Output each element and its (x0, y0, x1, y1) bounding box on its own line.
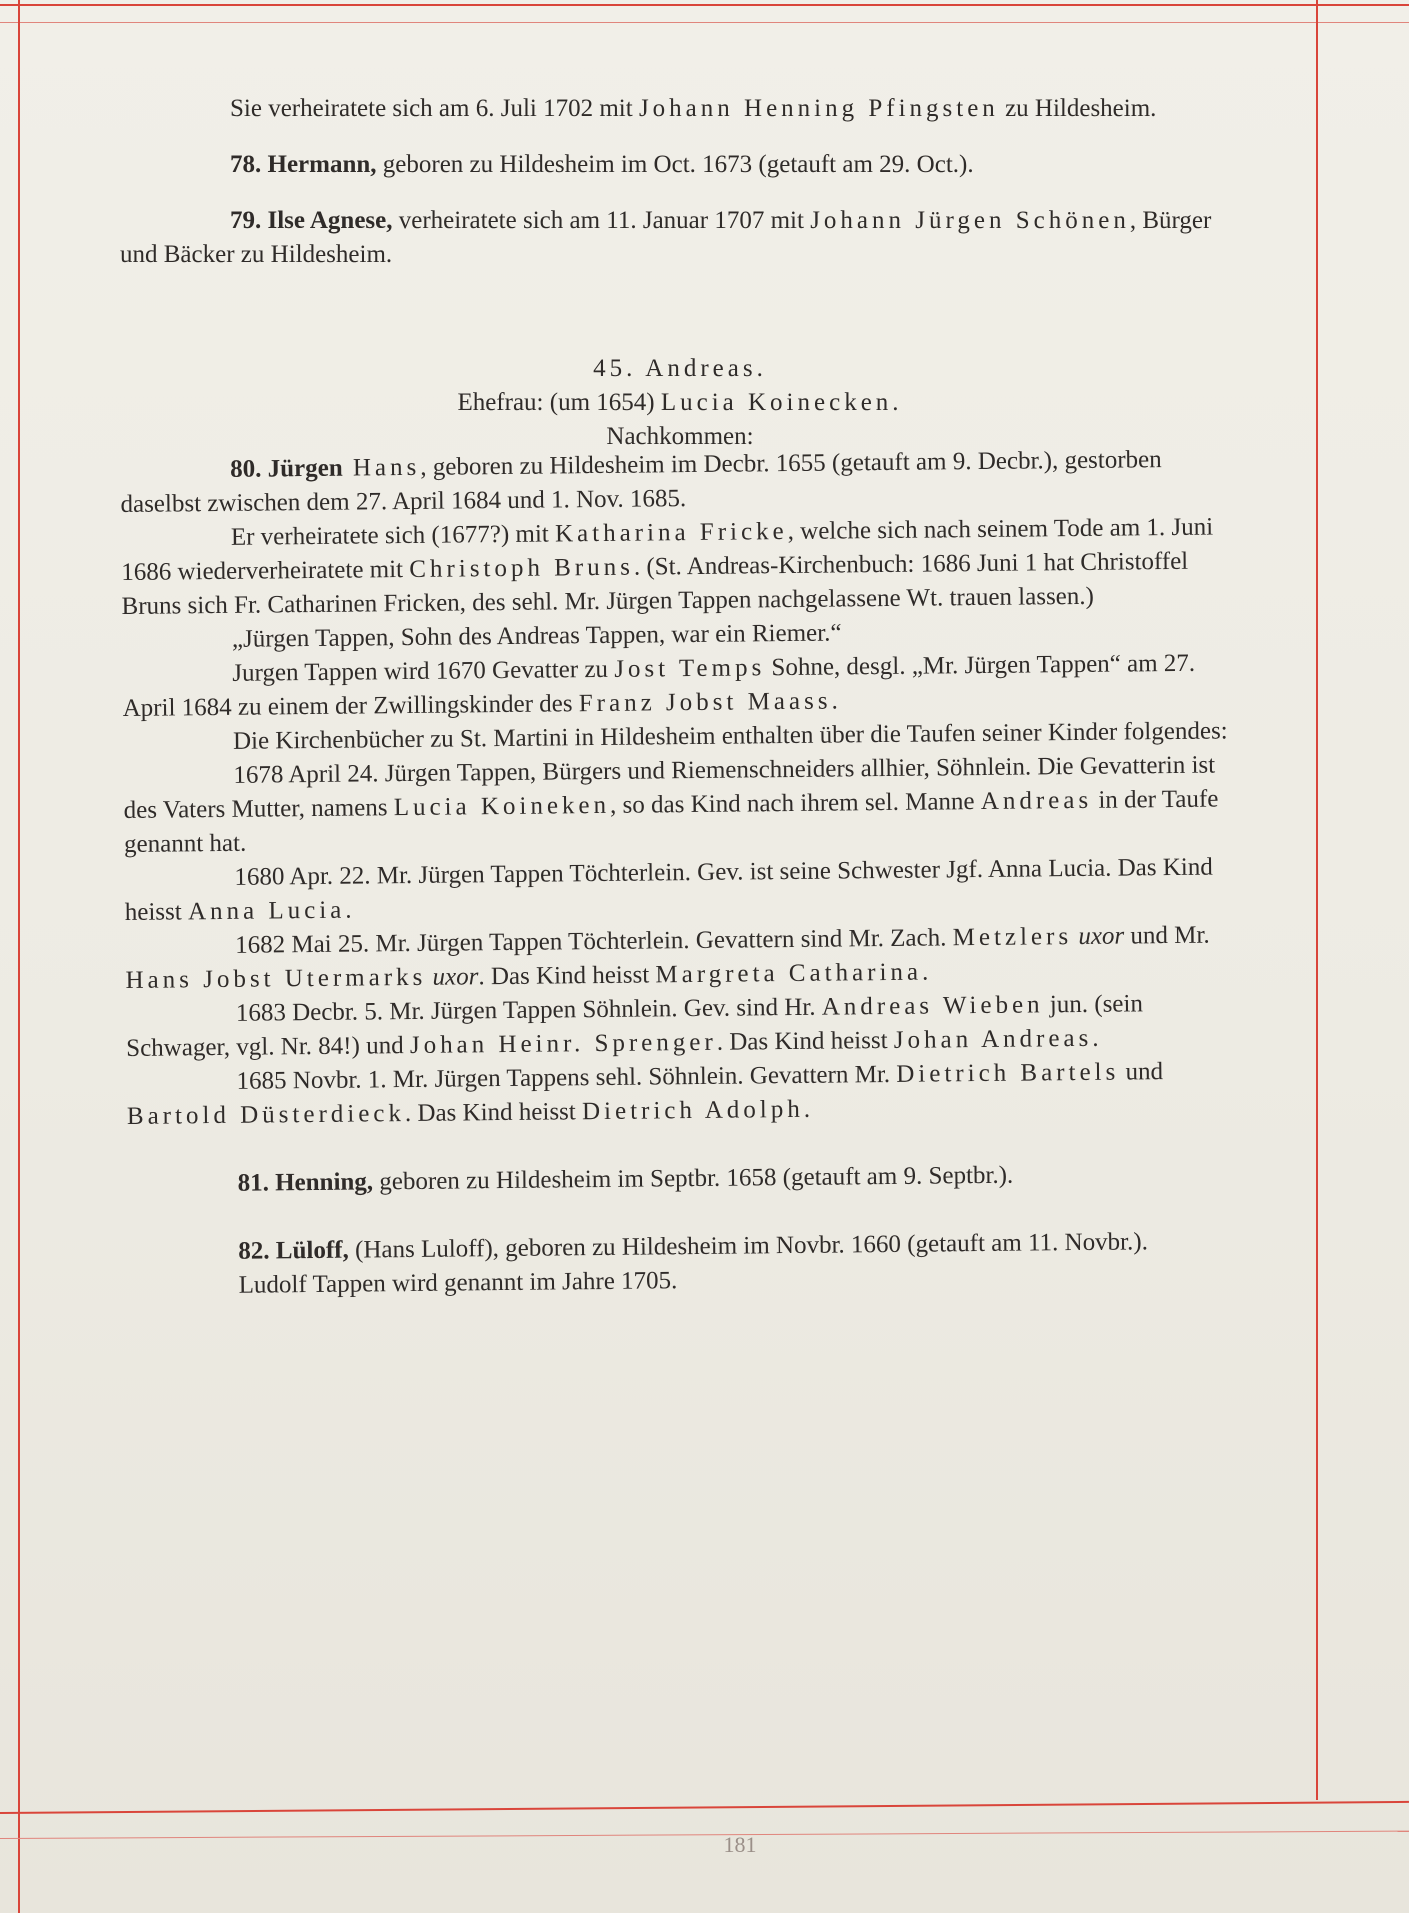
entry-80-godparent: Jurgen Tappen wird 1670 Gevatter zu Jost Temps Sohne, desgl. „Mr. Jürgen Tappen“ am 27. April 1684 zu einem der Zwillingskinder des Franz Jobst Maass. (122, 649, 1196, 722)
entry-number: 78. Hermann, (230, 151, 377, 178)
paragraph-marriage-1702: Sie verheiratete sich am 6. Juli 1702 mit Johann Henning Pfingsten zu Hildesheim. (230, 95, 1157, 122)
page-text (120, 92, 1240, 1304)
entry-number: 79. Ilse Agnese, (230, 207, 393, 234)
frame-line-left (18, 0, 20, 1913)
entry-80-churchbooks: Die Kirchenbücher zu St. Martini in Hildesheim enthalten über die Taufen seiner Kinder folgendes: (232, 717, 1228, 755)
section-heading: 45. Andreas. (593, 355, 767, 382)
person-name: Johann Jürgen Schönen (810, 207, 1130, 234)
entry-80-quote: „Jürgen Tappen, Sohn des Andreas Tappen, war ein Riemer.“ (231, 619, 842, 653)
person-name: Johann Henning Pfingsten (638, 95, 999, 122)
entry-81: 81. Henning, geboren zu Hildesheim im Septbr. 1658 (getauft am 9. Septbr.). (237, 1161, 1014, 1197)
frame-line-top (0, 4, 1409, 6)
entry-number: 80. Jürgen (230, 454, 343, 483)
entry-number: 81. Henning, (237, 1168, 374, 1197)
section-wife: Ehefrau: (um 1654) Lucia Koinecken. (457, 389, 903, 416)
frame-line-bottom (0, 1801, 1409, 1814)
baptism-1678: 1678 April 24. Jürgen Tappen, Bürgers und Riemenschneiders allhier, Söhnlein. Die Gevatterin ist des Vaters Mutter, namens Lucia Koineken, so das Kind nach ihrem sel. Manne Andreas in der Taufe genannt hat. (123, 751, 1219, 858)
entry-82-note: Ludolf Tappen wird genannt im Jahre 1705. (238, 1267, 678, 1299)
entry-78: 78. Hermann, geboren zu Hildesheim im Oct. 1673 (getauft am 29. Oct.). (230, 151, 974, 178)
entry-80: 80. Jürgen Hans, geboren zu Hildesheim im Decbr. 1655 (getauft am 9. Decbr.), gestorben daselbst zwischen dem 27. April 1684 und 1. Nov. 1685. (120, 446, 1162, 518)
baptism-1685: 1685 Novbr. 1. Mr. Jürgen Tappens sehl. Söhnlein. Gevattern Mr. Dietrich Bartels und Bartold Düsterdieck. Das Kind heisst Dietrich Adolph. (126, 1058, 1164, 1130)
baptism-1682: 1682 Mai 25. Mr. Jürgen Tappen Töchterlein. Gevattern sind Mr. Zach. Metzlers uxor und Mr. Hans Jobst Utermarks uxor. Das Kind heisst Margreta Catharina. (125, 921, 1210, 994)
section-descendants: Nachkommen: (606, 423, 754, 450)
entry-80-marriage: Er verheiratete sich (1677?) mit Katharina Fricke, welche sich nach seinem Tode am 1. Juni 1686 wiederverheiratete mit Christoph Bruns. (St. Andreas-Kirchenbuch: 1686 Juni 1 hat Christoffel Bruns sich Fr. Catharinen Fricken, des sehl. Mr. Jürgen Tappen nachgelassene Wt. trauen lassen.) (121, 513, 1214, 620)
frame-line-top-inner (0, 22, 1409, 23)
baptism-1680: 1680 Apr. 22. Mr. Jürgen Tappen Töchterlein. Gev. ist seine Schwester Jgf. Anna Lucia. Das Kind heisst Anna Lucia. (124, 853, 1213, 926)
frame-line-right (1316, 0, 1318, 1800)
baptism-1683: 1683 Decbr. 5. Mr. Jürgen Tappen Söhnlein. Gev. sind Hr. Andreas Wieben jun. (sein Schwager, vgl. Nr. 84!) und Johan Heinr. Sprenger. Das Kind heisst Johan Andreas. (126, 990, 1144, 1062)
andreas-entries (120, 442, 1249, 1304)
entry-82: 82. Lüloff, (Hans Luloff), geboren zu Hildesheim im Novbr. 1660 (getauft am 11. Novbr.). (238, 1228, 1149, 1265)
entry-number: 82. Lüloff, (238, 1236, 349, 1265)
wife-name: Lucia Koinecken. (660, 389, 903, 416)
entry-79: 79. Ilse Agnese, verheiratete sich am 11. Januar 1707 mit Johann Jürgen Schönen, Bürger und Bäcker zu Hildesheim. (120, 207, 1212, 268)
page-number: 181 (723, 1832, 757, 1857)
